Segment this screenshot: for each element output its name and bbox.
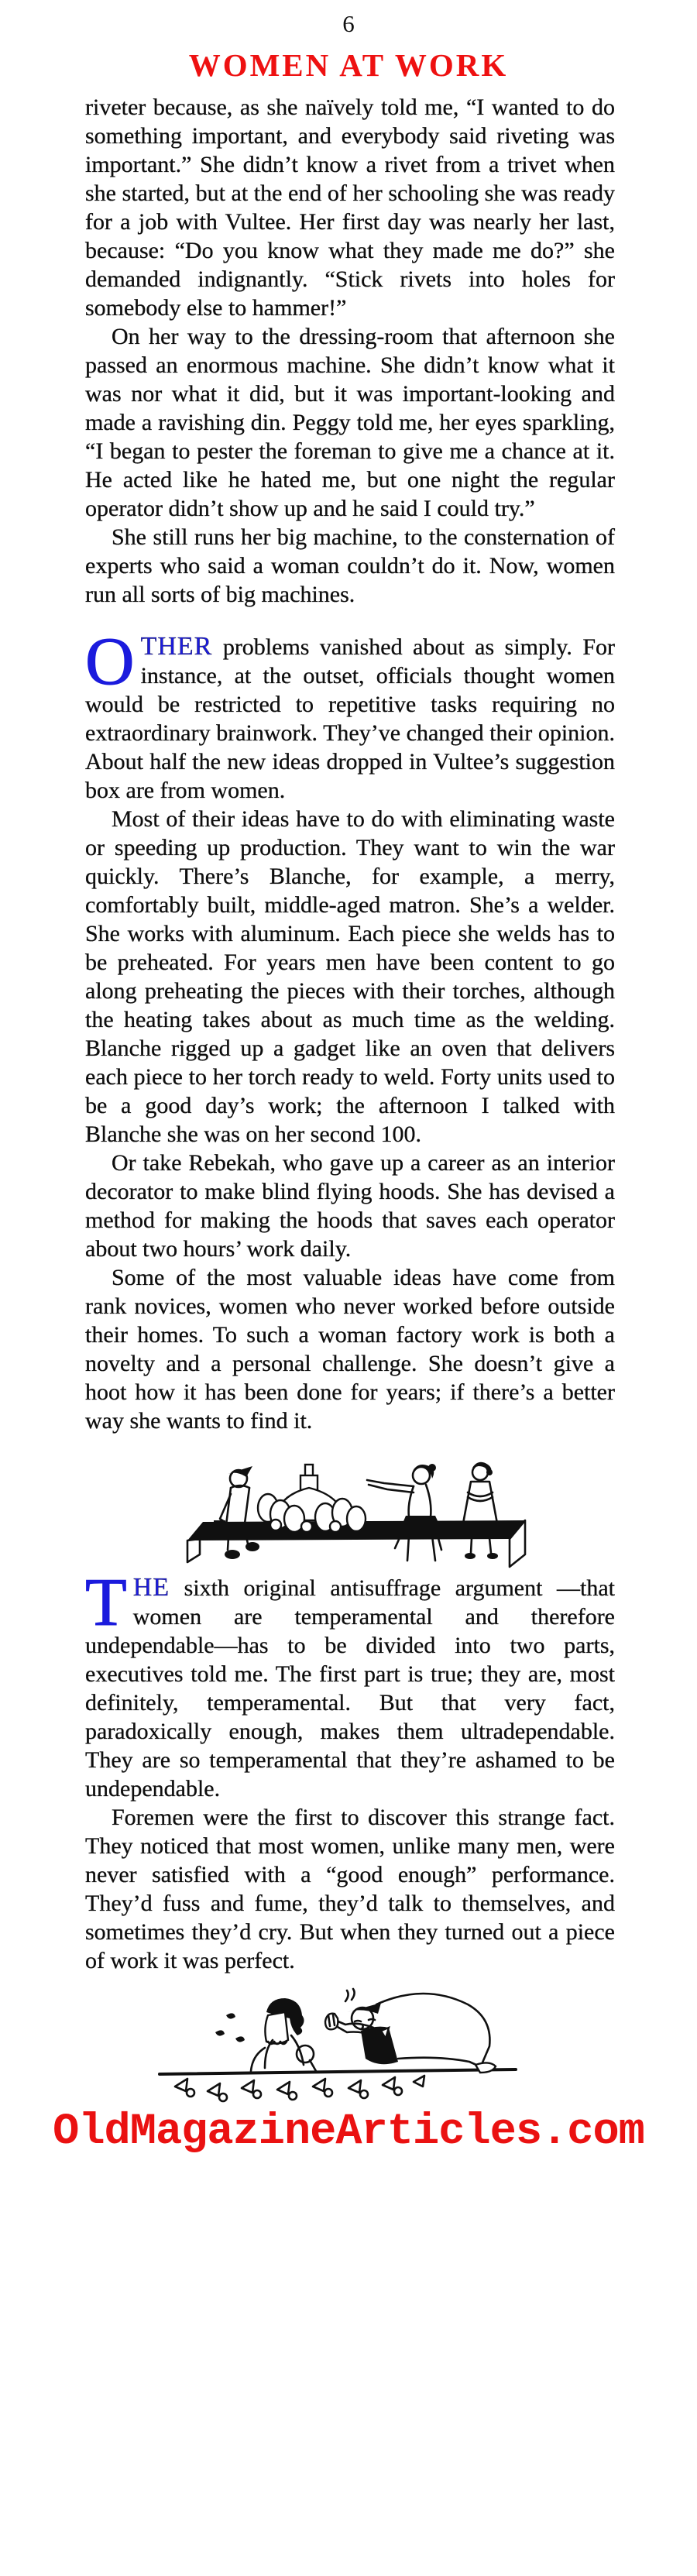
part bbox=[313, 2079, 332, 2097]
part bbox=[175, 2079, 194, 2097]
tears bbox=[215, 2013, 245, 2042]
part bbox=[383, 2077, 402, 2095]
part bbox=[414, 2076, 424, 2087]
crossed-arms-woman bbox=[463, 1462, 498, 1559]
watermark: OldMagazineArticles.com bbox=[53, 2107, 644, 2157]
part bbox=[242, 2080, 261, 2098]
dropcap-lead: THER bbox=[140, 632, 213, 661]
part bbox=[348, 2080, 368, 2098]
paragraph: riveter because, as she naïvely told me, “I wanted to do something important, and everybody said riveting was important.” She didn’t know a rivet from a trivet when she started, but at the end of her schooling she was ready for a job with Vultee. Her first day was nearly her last, because: “Do you know what they made me do?” she demanded indignantly. “Stick rivets into holes for somebody else to hammer!” bbox=[85, 94, 615, 321]
dropcap-lead: HE bbox=[132, 1573, 170, 1602]
paragraph: Most of their ideas have to do with eliminating waste or speeding up production. They want to win the war quickly. There’s Blanche, for example, a merry, comfortably built, middle-aged matron. She’s a welder. She works with aluminum. Each piece she welds has to be preheated. For years men have been content to go along preheating the pieces with their torches, although the heating takes about as much time as the welding. Blanche rigged up a gadget like an oven that delivers each piece to her torch ready to weld. Forty units used to be a good day’s work; the afternoon I talked with Blanche she was on her second 100. bbox=[85, 806, 615, 1147]
paragraph-dropcap-other bbox=[85, 624, 615, 805]
crying-woman bbox=[251, 1998, 316, 2071]
paragraph-text: problems vanished about as simply. For instance, at the outset, officials thought women would be restricted to repetitive tasks requiring no extraordinary brainwork. They’ve changed their opinion. About half the new ideas dropped in Vultee’s suggestion box are from women. bbox=[85, 634, 615, 803]
dropcap-letter: T bbox=[85, 1565, 127, 1640]
walking-man bbox=[214, 1466, 259, 1559]
article-column bbox=[85, 93, 615, 1975]
paragraph-dropcap-the bbox=[85, 1565, 616, 1803]
raised-palm bbox=[325, 2014, 338, 2030]
foreman bbox=[325, 1989, 496, 2073]
bench-edge bbox=[160, 2069, 516, 2074]
part bbox=[277, 2082, 297, 2100]
page-title: WOMEN AT WORK bbox=[188, 47, 509, 83]
paragraph: Some of the most valuable ideas have come from rank novices, women who never worked before outside their homes. To such a woman factory work is both a novelty and a personal challenge. She doesn’t give a hoot how it has been done for years; if there’s a better way she wants to find it. bbox=[85, 1265, 615, 1434]
paragraph: She still runs her big machine, to the consternation of experts who said a woman couldn’t do it. Now, women run all sorts of big machines. bbox=[85, 524, 615, 607]
pointing-woman bbox=[367, 1464, 443, 1561]
paragraph: Foremen were the first to discover this strange fact. They noticed that most women, unlike many men, were never satisfied with a “good enough” performance. They’d fuss and fume, they’d talk to themselves, and sometimes they’d cry. But when they turned out a piece of work it was perfect. bbox=[85, 1805, 615, 1973]
paragraph: On her way to the dressing-room that afternoon she passed an enormous machine. She didn’t know what it was nor what it did, but it was important-looking and made a ravishing din. Peggy told me, her eyes sparkling, “I began to pester the foreman to give me a chance at it. He acted like he hated me, but one night the regular operator didn’t show up and he said I could try.” bbox=[85, 324, 615, 521]
page-number: 6 bbox=[342, 10, 355, 37]
table-left-corner bbox=[187, 1539, 200, 1562]
factory-bench-illustration bbox=[177, 1452, 533, 1570]
parts-row bbox=[175, 2076, 424, 2101]
part bbox=[208, 2083, 227, 2101]
crying-worker-foreman-illustration bbox=[152, 1981, 531, 2107]
paragraph-text: sixth original antisuffrage argument —that women are temperamental and therefore undependable—has to be divided into two parts, executives told me. The first part is true; they are, most definitely, temperamental. But that very fact, paradoxically enough, makes them ultradependable. They are so temperamental that they’re ashamed to be undependable. bbox=[85, 1575, 616, 1801]
dropcap-letter: O bbox=[85, 624, 135, 699]
paragraph: Or take Rebekah, who gave up a career as an interior decorator to make blind flying hoods. She has devised a method for making the hoods that saves each operator about two hours’ work daily. bbox=[85, 1150, 615, 1262]
